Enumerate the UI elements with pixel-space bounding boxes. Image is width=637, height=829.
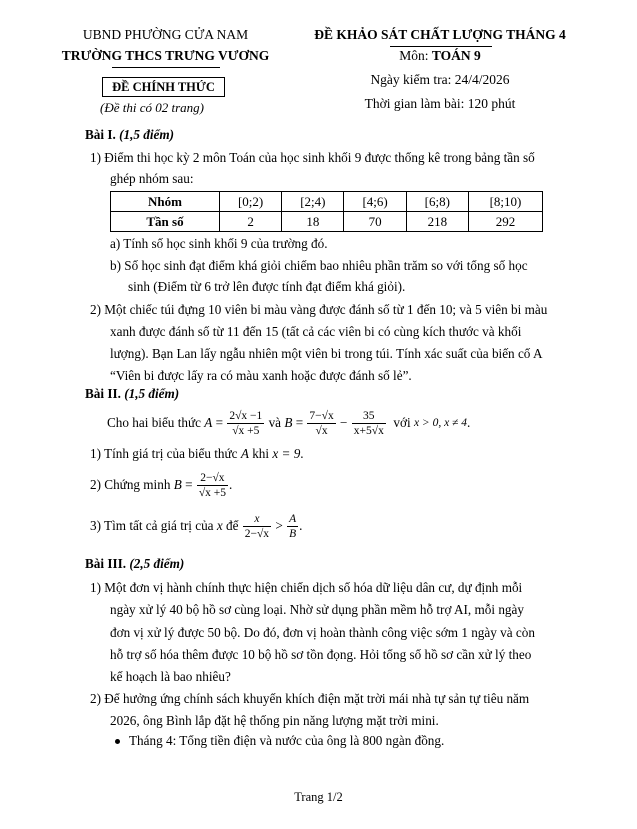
table-cell: 18 [282, 212, 344, 232]
official-exam-box: ĐỀ CHÍNH THỨC [102, 77, 225, 97]
page-number: Trang 1/2 [294, 790, 343, 804]
subject-value: TOÁN 9 [431, 48, 481, 63]
s1-qb-line1: b) Số học sinh đạt điểm khá giỏi chiếm bao nhiêu phần trăm so với tổng số học [110, 258, 528, 273]
s3-q2-line2: 2026, ông Bình lắp đặt hệ thống pin năng lượng mặt trời mini. [110, 713, 439, 728]
s1-q2-line2: xanh được đánh số từ 11 đến 15 (tất cả các viên bi có cùng kích thước và khối [110, 324, 522, 339]
subject-line [290, 48, 590, 64]
table-row-groups [111, 192, 543, 212]
condition: x > 0, x ≠ 4 [413, 417, 467, 429]
with-text: với [393, 415, 411, 430]
pages-note: (Đề thi có 02 trang) [100, 100, 204, 115]
school-underline [112, 67, 220, 68]
table-cell: 70 [344, 212, 406, 232]
school-name: TRƯỜNG THCS TRƯNG VƯƠNG [61, 48, 270, 63]
fraction-B2: $\frac{35}{x+5√x}$ [353, 409, 384, 437]
subject-label: Môn: [399, 48, 432, 63]
s1-qa: a) Tính số học sinh khối 9 của trường đó. [110, 236, 328, 251]
s3-q1-line2: ngày xử lý 40 bộ hồ sơ cùng loại. Nhờ sử dụng phần mềm hỗ trợ AI, mỗi ngày [110, 602, 524, 617]
bullet-icon [115, 739, 120, 744]
table-row-frequencies [111, 212, 543, 232]
table-cell: [8;10) [468, 192, 542, 212]
s1-q2-line1: 2) Một chiếc túi đựng 10 viên bi màu vàng được đánh số từ 1 đến 10; và 5 viên bi màu [90, 302, 548, 317]
s2-q3: 3) Tìm tất cả giá trị của x để $\frac{x}{2-√x}$ > $\frac{A}{B}$ . [90, 512, 303, 540]
table-cell: 2 [220, 212, 282, 232]
s1-qb-line2: sinh (Điểm từ 6 trở lên được tính đạt điểm khá giỏi). [128, 279, 406, 294]
s3-bullet-1: Tháng 4: Tổng tiền điện và nước của ông là 800 ngàn đồng. [129, 733, 445, 748]
section-2-title: Bài II. (1,5 điểm) [85, 386, 180, 401]
s3-q2-line1: 2) Để hưởng ứng chính sách khuyến khích điện mặt trời mái nhà tự sản tự tiêu năm [90, 691, 530, 706]
fraction-A: $\frac{2√x -1}{√x +5}$ [229, 409, 263, 437]
subject-underline [390, 46, 492, 47]
fraction-q3-left: $\frac{x}{2-√x}$ [244, 512, 270, 540]
s3-q1-line5: kế hoạch là bao nhiêu? [110, 669, 231, 684]
fraction-q3-right: $\frac{A}{B}$ [289, 512, 297, 540]
section-3-title: Bài III. (2,5 điểm) [85, 556, 185, 571]
s1-q2-line3: lượng). Bạn Lan lấy ngẫu nhiên một viên bi trong túi. Tính xác suất của biến cố A [110, 346, 543, 361]
fraction-q2: $\frac{2-√x}{√x +5}$ [198, 471, 226, 499]
s1-q2-line4: “Viên bi được lấy ra có màu xanh hoặc được đánh số lẻ”. [110, 368, 412, 383]
table-cell: [6;8) [406, 192, 468, 212]
s3-q1-line3: đơn vị xử lý được 50 bộ. Do đó, đơn vị hoàn thành công việc sớm 1 ngày và còn [110, 625, 535, 640]
frequency-table [110, 191, 543, 232]
table-header-group: Nhóm [111, 192, 220, 212]
exam-date: Ngày kiểm tra: 24/4/2026 [370, 72, 510, 87]
s3-q1-line4: hỗ trợ số hóa thêm được 10 bộ hồ sơ tồn đọng. Hỏi tổng số hồ sơ cần xử lý theo [110, 647, 532, 662]
authority-name: UBND PHƯỜNG CỬA NAM [82, 27, 249, 42]
var-B: B [284, 415, 293, 430]
table-cell: [0;2) [220, 192, 282, 212]
s2-q2: 2) Chứng minh B = $\frac{2-√x}{√x +5}$ . [90, 471, 233, 499]
exam-title: ĐỀ KHẢO SÁT CHẤT LƯỢNG THÁNG 4 [314, 27, 566, 42]
table-header-frequency: Tần số [111, 212, 220, 232]
s2-q1: 1) Tính giá trị của biểu thức A khi x = 9. [90, 446, 304, 461]
table-cell: [4;6) [344, 192, 406, 212]
fraction-B1: $\frac{7-√x}{√x}$ [309, 409, 334, 437]
s1-q1-line1: 1) Điểm thi học kỳ 2 môn Toán của học sinh khối 9 được thống kê trong bảng tần số [90, 150, 535, 165]
s1-q1-line2: ghép nhóm sau: [110, 171, 194, 186]
table-cell: 218 [406, 212, 468, 232]
table-cell: [2;4) [282, 192, 344, 212]
section-1-title: Bài I. (1,5 điểm) [85, 127, 175, 142]
s3-q1-line1: 1) Một đơn vị hành chính thực hiện chiến dịch số hóa dữ liệu dân cư, dự định mỗi [90, 580, 523, 595]
s2-intro-expression: Cho hai biểu thức A = $\frac{2√x -1}{√x +5}$ và B = $\frac{7-√x}{√x}$ − $\frac{35}{x+5√x}$ với x > 0, x ≠ 4 . [107, 409, 471, 437]
and-text: và [268, 415, 282, 430]
table-cell: 292 [468, 212, 542, 232]
exam-duration: Thời gian làm bài: 120 phút [364, 96, 516, 111]
var-A: A [204, 415, 213, 430]
s2-intro-text: Cho hai biểu thức [107, 415, 201, 430]
